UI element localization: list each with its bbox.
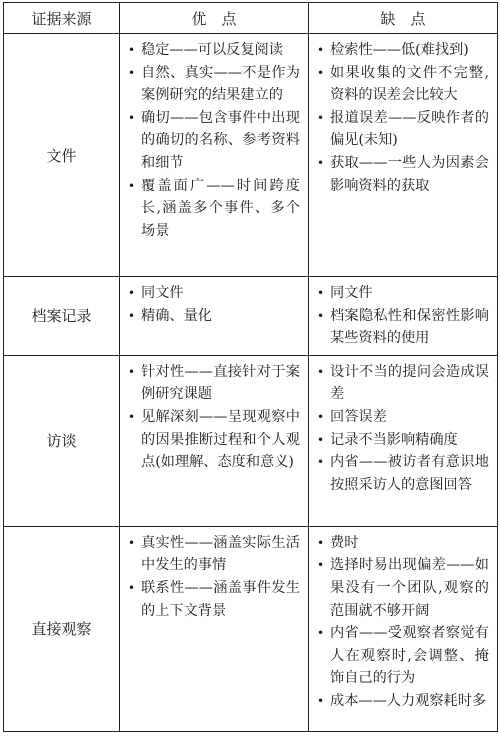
table-row: [4, 277, 498, 356]
bullet-icon: •: [317, 626, 325, 641]
list-item-text: 内省——受观察者察觉有人在观察时,会调整、掩饰自己的行为: [330, 625, 489, 687]
list-item-text: 自然、真实——不是作为案例研究的结果建立的: [141, 64, 300, 104]
list-item-text: 回答误差: [330, 408, 387, 425]
list-item-text: 检索性——低(难找到): [330, 42, 469, 58]
row-source-label: 访谈: [4, 355, 120, 526]
cons-list: [317, 361, 489, 497]
table-row: [4, 34, 498, 277]
list-item-text: 确切——包含事件中出现的确切的名称、参考资料和细节: [141, 109, 300, 171]
bullet-icon: •: [128, 364, 136, 379]
bullet-icon: •: [317, 308, 325, 323]
row-source-label: 直接观察: [4, 526, 120, 731]
bullet-icon: •: [317, 364, 325, 379]
cons-cell: [309, 355, 498, 526]
row-source-label: 档案记录: [4, 277, 120, 356]
list-item: [128, 361, 300, 406]
list-item: [128, 305, 300, 328]
evidence-comparison-table-wrapper: [3, 2, 497, 732]
list-item: [317, 451, 489, 496]
list-item: [128, 577, 300, 622]
list-item-text: 成本——人力观察耗时多: [330, 692, 487, 709]
list-item-text: 见解深刻——呈现观察中的因果推断过程和个人观点(如理解、态度和意义): [141, 408, 300, 471]
list-item-text: 联系性——涵盖事件发生的上下文背景: [141, 579, 300, 619]
list-item-text: 记录不当影响精确度: [330, 431, 458, 448]
list-item: [317, 406, 489, 429]
list-item-text: 获取——一些人为因素会影响资料的获取: [330, 154, 489, 194]
bullet-icon: •: [317, 693, 325, 708]
bullet-icon: •: [128, 580, 136, 595]
list-item-text: 档案隐私性和保密性影响某些资料的使用: [330, 307, 489, 347]
header-source: 证据来源: [4, 3, 120, 34]
pros-cell: [120, 526, 309, 731]
pros-cell: [120, 34, 309, 277]
list-item-text: 选择时易出现偏差——如果没有一个团队,观察的范围就不够开阔: [330, 557, 489, 619]
bullet-icon: •: [317, 432, 325, 447]
header-pros: 优 点: [120, 3, 309, 34]
list-item-text: 真实性——涵盖实际生活中发生的事情: [141, 534, 300, 574]
evidence-comparison-table: [3, 2, 498, 732]
bullet-icon: •: [317, 455, 325, 470]
pros-cell: [120, 277, 309, 356]
list-item: [317, 429, 489, 452]
list-item: [317, 39, 489, 62]
list-item-text: 覆盖面广——时间跨度长,涵盖多个事件、多个场景: [141, 177, 300, 239]
list-item-text: 稳定——可以反复阅读: [141, 42, 283, 58]
bullet-icon: •: [128, 308, 136, 323]
list-item-text: 费时: [330, 534, 359, 551]
cons-list: [317, 532, 489, 713]
list-item: [317, 282, 489, 305]
table-row: [4, 526, 498, 731]
bullet-icon: •: [128, 110, 136, 125]
bullet-icon: •: [128, 43, 136, 57]
header-row: [4, 3, 498, 34]
list-item-text: 如果收集的文件不完整,资料的误差会比较大: [330, 64, 489, 104]
cons-cell: [309, 526, 498, 731]
pros-list: [128, 39, 300, 242]
bullet-icon: •: [317, 155, 325, 170]
list-item-text: 针对性——直接针对于案例研究课题: [141, 363, 300, 403]
bullet-icon: •: [128, 65, 136, 80]
list-item-text: 报道误差——反映作者的偏见(未知): [330, 109, 489, 149]
bullet-icon: •: [317, 43, 325, 57]
list-item-text: 同文件: [330, 285, 373, 301]
bullet-icon: •: [317, 535, 325, 550]
bullet-icon: •: [317, 110, 325, 125]
table-body: [4, 34, 498, 732]
list-item: [317, 62, 489, 107]
list-item: [128, 532, 300, 577]
bullet-icon: •: [128, 178, 136, 193]
cons-list: [317, 39, 489, 197]
list-item: [317, 532, 489, 555]
list-item-text: 内省——被访者有意识地按照采访人的意图回答: [330, 454, 489, 493]
pros-list: [128, 282, 300, 327]
bullet-icon: •: [317, 65, 325, 80]
list-item: [128, 62, 300, 107]
pros-list: [128, 361, 300, 474]
cons-cell: [309, 34, 498, 277]
list-item-text: 同文件: [141, 285, 184, 301]
header-cons: 缺 点: [309, 3, 498, 34]
bullet-icon: •: [128, 535, 136, 550]
list-item: [317, 361, 489, 406]
list-item-text: 精确、量化: [141, 307, 212, 324]
list-item: [317, 305, 489, 350]
pros-cell: [120, 355, 309, 526]
list-item: [317, 690, 489, 713]
list-item: [128, 175, 300, 243]
list-item: [128, 39, 300, 62]
bullet-icon: •: [317, 409, 325, 424]
bullet-icon: •: [128, 409, 136, 424]
list-item-text: 设计不当的提问会造成误差: [330, 363, 489, 403]
list-item: [317, 152, 489, 197]
cons-cell: [309, 277, 498, 356]
list-item: [128, 282, 300, 305]
list-item: [317, 622, 489, 690]
pros-list: [128, 532, 300, 622]
row-source-label: 文件: [4, 34, 120, 277]
list-item: [128, 406, 300, 474]
bullet-icon: •: [317, 286, 325, 300]
table-row: [4, 355, 498, 526]
bullet-icon: •: [317, 558, 325, 573]
list-item: [317, 107, 489, 152]
bullet-icon: •: [128, 286, 136, 300]
list-item: [317, 554, 489, 622]
cons-list: [317, 282, 489, 350]
list-item: [128, 107, 300, 175]
